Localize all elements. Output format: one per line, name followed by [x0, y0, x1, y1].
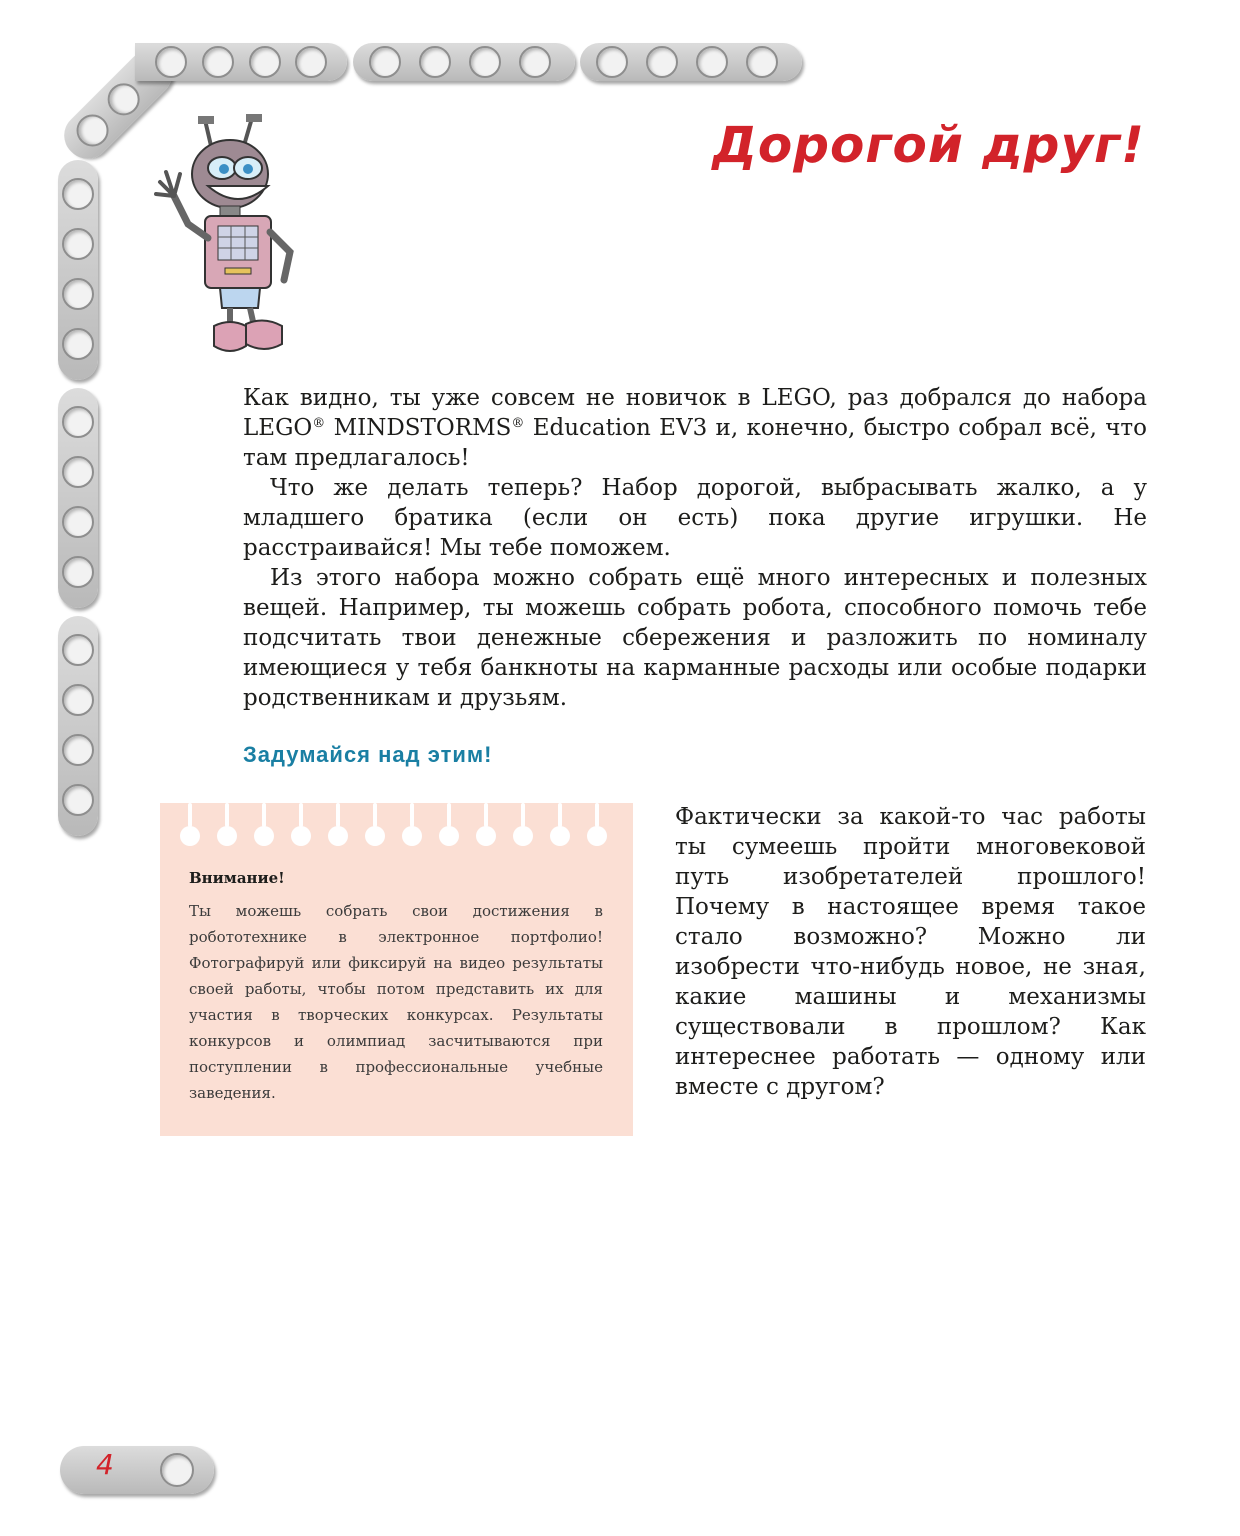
body-text — [243, 383, 1147, 713]
right-column-text: Фактически за какой-то час работы ты сумеешь пройти многовековой путь изобретателей прошлого! Почему в настоящее время такое стало возможно? Можно ли изобрести что-нибудь новое, не зная, какие машины и механизмы существовали в прошлом? Как интереснее работать — одному или вместе с другом? — [675, 804, 1146, 1100]
paragraph-3: Из этого набора можно собрать ещё много интересных и полезных вещей. Например, ты можешь собрать робота, способного помочь тебе подсчитать твои денежные сбережения и разложить по номиналу имеющиеся у тебя банкноты на карманные расходы или особые подарки родственникам и друзьям. — [243, 565, 1147, 711]
paragraph-2: Что же делать теперь? Набор дорогой, выбрасывать жалко, а у младшего братика (если он есть) пока другие игрушки. Не расстраивайся! Мы тебе поможем. — [243, 475, 1147, 561]
note-heading: Внимание! — [189, 869, 285, 887]
page-title: Дорогой друг! — [712, 116, 1145, 174]
beam-top-1 — [135, 43, 347, 81]
section-subheading: Задумайся над этим! — [243, 742, 493, 767]
beam-page-number — [60, 1446, 214, 1494]
beam-top-3 — [580, 43, 802, 81]
paragraph-1: Как видно, ты уже совсем не новичок в LEGO, раз добрался до набора LEGO® MINDSTORMS® Education EV3 и, конечно, быстро собрал всё, что там предлагалось! — [243, 385, 1147, 471]
page-number: 4 — [96, 1448, 114, 1481]
note-text: Ты можешь собрать свои достижения в робототехнике в электронное портфолио! Фотографируй или фиксируй на видео результаты своей работы, чтобы потом представить их для участия в творческих конкурсах. Результаты конкурсов и олимпиад засчитываются при поступлении в профессиональные учебные заведения. — [189, 902, 603, 1102]
beam-left-3 — [58, 616, 98, 836]
beam-left-1 — [58, 160, 98, 380]
attention-note-card — [160, 803, 633, 1136]
beam-top-2 — [353, 43, 575, 81]
beam-left-2 — [58, 388, 98, 608]
robot-illustration — [150, 112, 310, 362]
